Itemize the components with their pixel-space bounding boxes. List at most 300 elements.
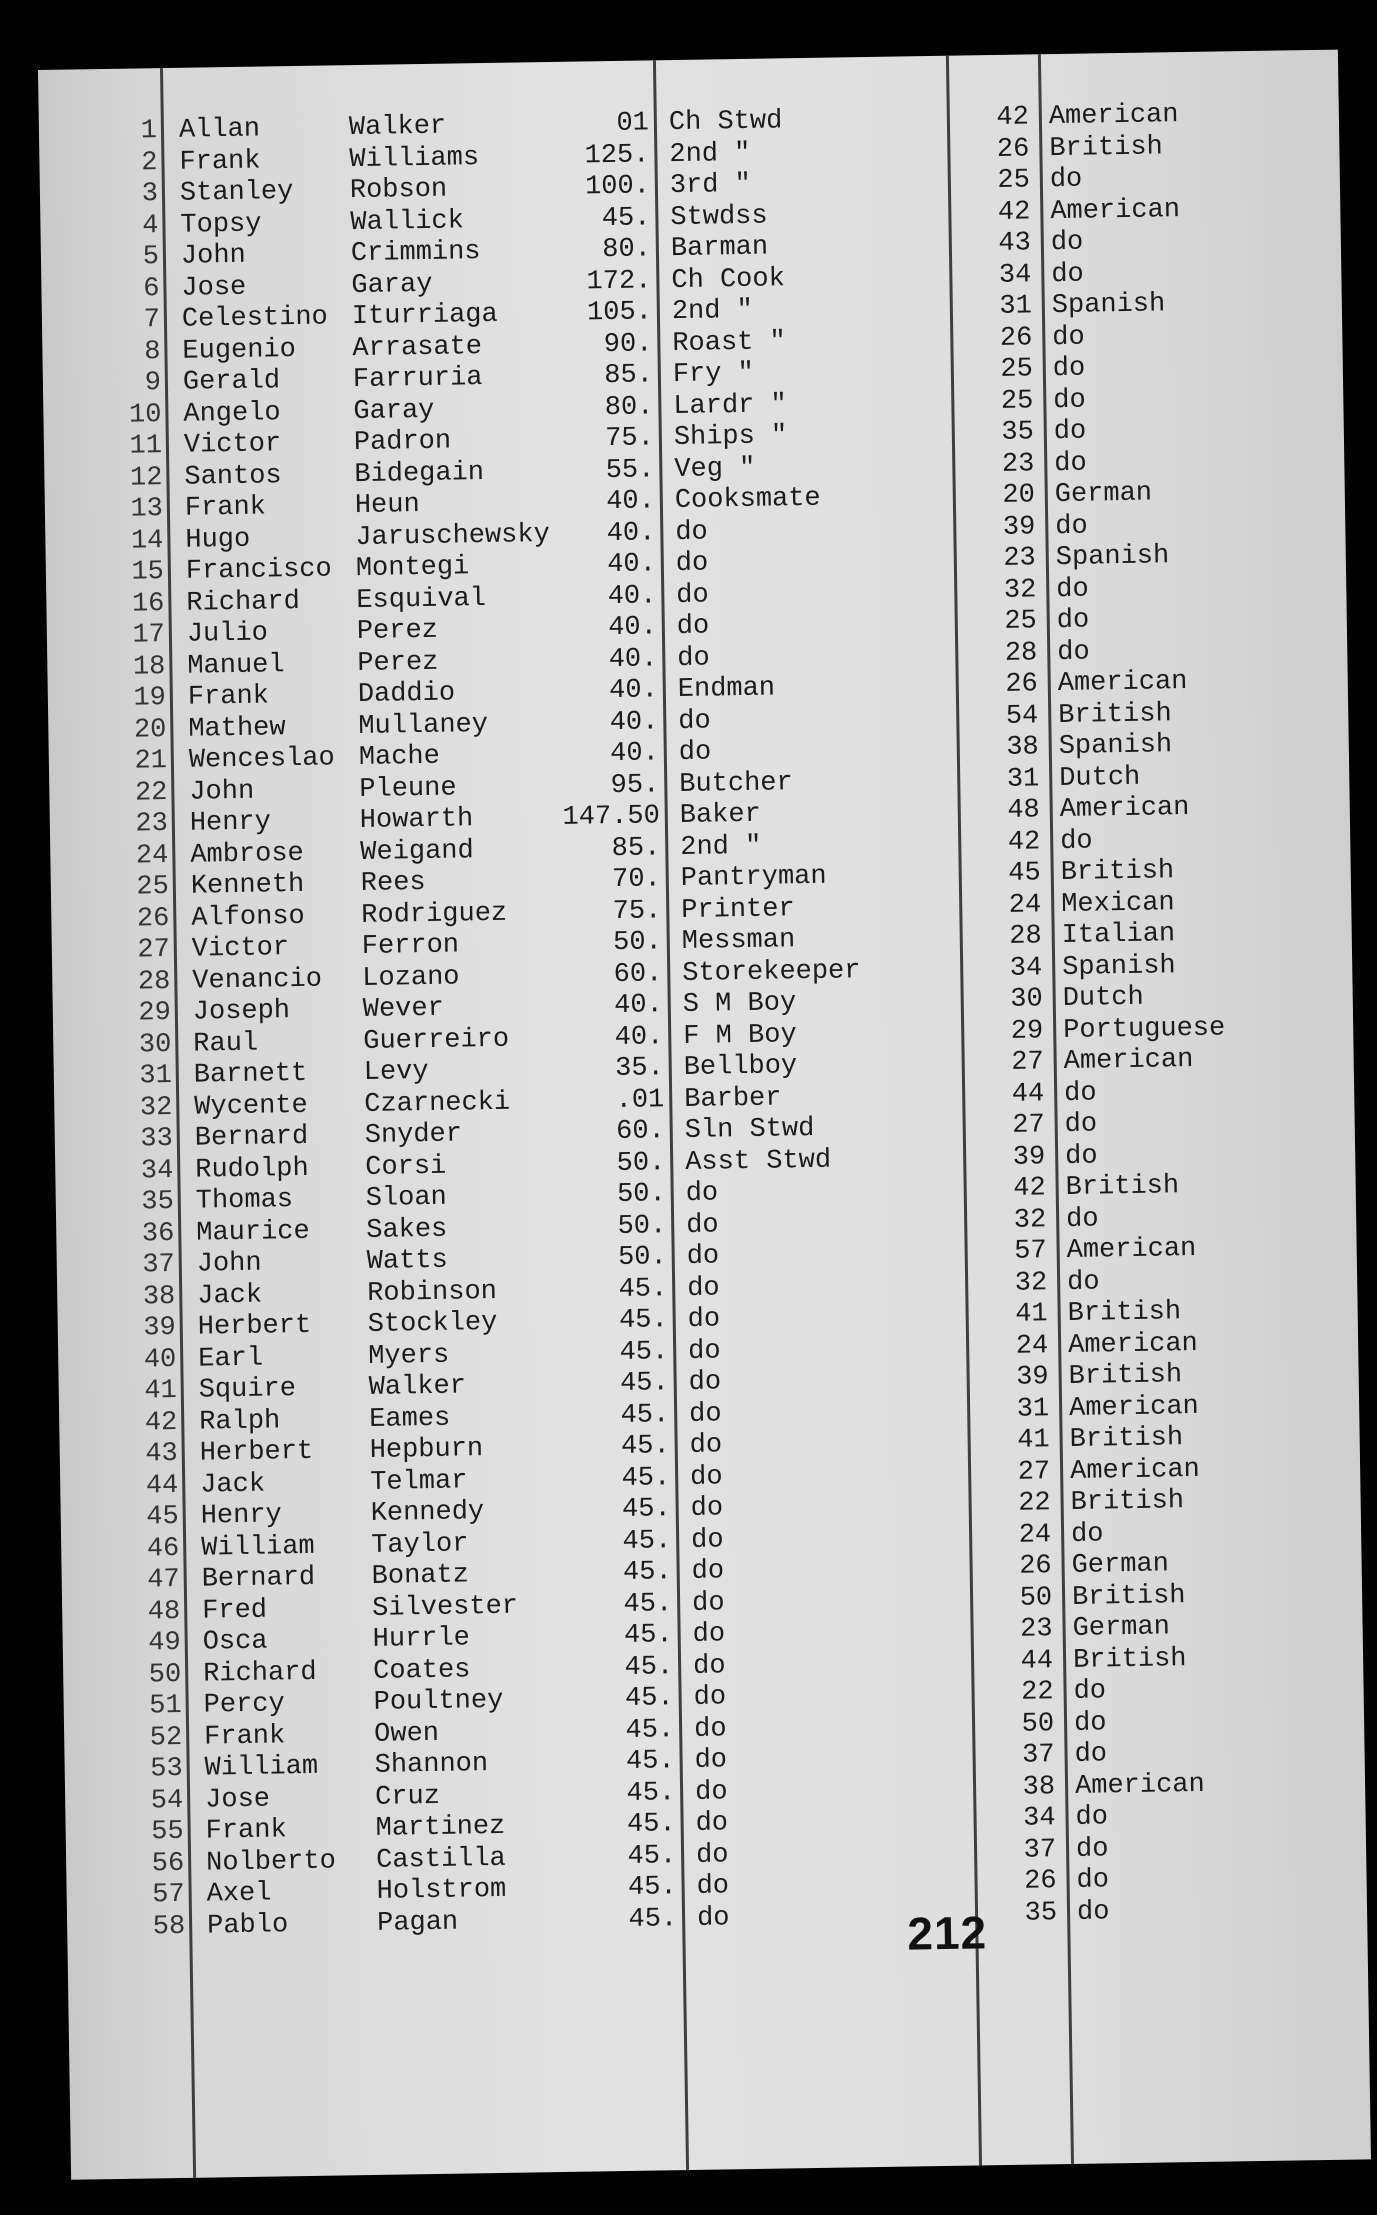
rank-cell: do: [675, 517, 708, 548]
age-cell: 30: [1010, 984, 1043, 1015]
last-name-cell: Williams: [349, 142, 480, 175]
row-number-cell: 26: [136, 903, 170, 935]
row-number-cell: 45: [146, 1501, 179, 1533]
nationality-cell: British: [1070, 1486, 1185, 1518]
age-cell: 44: [1020, 1645, 1054, 1677]
last-name-cell: Owen: [373, 1718, 440, 1750]
rank-cell: do: [685, 1209, 719, 1241]
age-cell: 39: [1012, 1141, 1046, 1173]
wage-cell: 45.: [619, 1336, 669, 1368]
rank-cell: Bellboy: [683, 1051, 798, 1083]
rank-cell: do: [676, 611, 710, 643]
nationality-cell: Dutch: [1059, 762, 1141, 794]
last-name-cell: Perez: [356, 615, 439, 648]
row-number-cell: 22: [134, 777, 168, 809]
rank-cell: do: [687, 1335, 721, 1367]
first-name-cell: Earl: [198, 1343, 264, 1375]
last-name-cell: Czarnecki: [364, 1087, 511, 1120]
rank-cell: do: [695, 1808, 729, 1839]
last-name-cell: Hurrle: [372, 1623, 471, 1655]
nationality-cell: Dutch: [1062, 982, 1144, 1015]
wage-cell: 45.: [625, 1746, 675, 1777]
first-name-cell: Gerald: [182, 366, 281, 398]
nationality-cell: do: [1063, 1078, 1097, 1109]
wage-cell: 75.: [612, 895, 662, 927]
rank-cell: do: [694, 1776, 728, 1808]
age-cell: 26: [996, 133, 1030, 165]
wage-cell: 01: [616, 108, 650, 139]
last-name-cell: Wever: [362, 993, 445, 1026]
last-name-cell: Walker: [368, 1371, 467, 1403]
wage-cell: 45.: [622, 1557, 672, 1588]
nationality-cell: British: [1069, 1423, 1184, 1455]
rank-cell: F M Boy: [683, 1019, 797, 1052]
first-name-cell: Richard: [202, 1657, 317, 1690]
wage-cell: 45.: [625, 1714, 675, 1746]
rank-cell: Printer: [681, 893, 795, 926]
nationality-cell: do: [1054, 448, 1087, 479]
first-name-cell: Alfonso: [191, 901, 305, 934]
wage-cell: 50.: [616, 1147, 666, 1179]
rank-cell: Pantryman: [680, 861, 827, 895]
wage-cell: 45.: [620, 1399, 670, 1431]
age-cell: 29: [1010, 1015, 1044, 1047]
nationality-cell: British: [1060, 856, 1175, 889]
first-name-cell: Rudolph: [195, 1153, 309, 1186]
row-number-cell: 6: [143, 273, 160, 304]
nationality-cell: German: [1072, 1612, 1171, 1644]
wage-cell: 50.: [612, 927, 663, 959]
age-cell: 25: [1004, 606, 1038, 637]
last-name-cell: Padron: [353, 426, 452, 459]
first-name-cell: Henry: [200, 1500, 282, 1532]
nationality-cell: British: [1049, 131, 1164, 164]
nationality-cell: do: [1060, 826, 1093, 857]
wage-cell: 172.: [586, 265, 652, 297]
last-name-cell: Crimmins: [350, 237, 481, 270]
nationality-cell: do: [1056, 574, 1089, 605]
first-name-cell: Ralph: [199, 1405, 281, 1438]
first-name-cell: Jose: [181, 272, 247, 304]
age-cell: 23: [1003, 543, 1037, 574]
last-name-cell: Rees: [360, 868, 426, 900]
first-name-cell: Bernard: [194, 1121, 309, 1154]
first-name-cell: Allan: [178, 114, 261, 146]
last-name-cell: Howarth: [359, 804, 474, 837]
wage-cell: 60.: [613, 958, 663, 990]
wage-cell: 40.: [613, 990, 664, 1022]
wage-cell: 40.: [608, 675, 659, 707]
nationality-cell: British: [1071, 1580, 1186, 1613]
first-name-cell: Fred: [201, 1595, 268, 1627]
rank-cell: Barber: [684, 1082, 782, 1115]
nationality-cell: American: [1067, 1328, 1199, 1361]
row-number-cell: 31: [139, 1061, 173, 1092]
last-name-cell: Martinez: [375, 1811, 506, 1844]
nationality-cell: do: [1075, 1833, 1109, 1865]
rank-cell: do: [685, 1178, 719, 1209]
row-number-cell: 14: [130, 525, 164, 557]
first-name-cell: Stanley: [179, 177, 294, 209]
last-name-cell: Perez: [357, 647, 439, 679]
last-name-cell: Walker: [348, 111, 447, 144]
nationality-cell: American: [1059, 793, 1190, 826]
row-number-cell: 58: [152, 1911, 186, 1942]
wage-cell: 85.: [604, 360, 654, 392]
age-cell: 57: [1014, 1236, 1047, 1267]
wage-cell: 45.: [621, 1494, 671, 1526]
first-name-cell: Frank: [179, 146, 261, 178]
last-name-cell: Robinson: [367, 1276, 498, 1309]
age-cell: 31: [1016, 1393, 1050, 1425]
last-name-cell: Bidegain: [354, 457, 485, 490]
first-name-cell: Hugo: [185, 524, 251, 556]
wage-cell: 85.: [611, 832, 661, 864]
rank-cell: 2nd ": [669, 138, 751, 170]
wage-cell: 75.: [605, 423, 655, 455]
nationality-cell: do: [1074, 1739, 1108, 1770]
first-name-cell: Jose: [204, 1784, 271, 1816]
last-name-cell: Poultney: [373, 1685, 504, 1718]
last-name-cell: Lozano: [362, 961, 460, 994]
age-cell: 39: [1016, 1362, 1049, 1393]
row-number-cell: 38: [142, 1281, 176, 1313]
nationality-cell: do: [1065, 1203, 1099, 1235]
last-name-cell: Mullaney: [358, 709, 489, 742]
rank-cell: do: [692, 1619, 726, 1650]
age-cell: 43: [998, 228, 1032, 259]
wage-cell: 45.: [627, 1840, 677, 1872]
first-name-cell: Maurice: [196, 1216, 310, 1249]
nationality-cell: German: [1071, 1549, 1170, 1581]
age-cell: 26: [1023, 1866, 1057, 1897]
rank-cell: Ch Stwd: [668, 106, 783, 139]
nationality-cell: American: [1050, 194, 1181, 227]
last-name-cell: Pleune: [359, 773, 457, 805]
first-name-cell: William: [204, 1751, 319, 1784]
age-cell: 28: [1004, 637, 1038, 669]
age-cell: 45: [1008, 858, 1041, 889]
document-page: [38, 50, 1371, 2180]
row-number-cell: 17: [132, 620, 166, 651]
nationality-cell: British: [1072, 1643, 1187, 1676]
rank-cell: do: [688, 1398, 722, 1430]
age-cell: 20: [1002, 480, 1036, 511]
row-number-cell: 56: [151, 1848, 185, 1879]
age-cell: 24: [1008, 889, 1042, 921]
nationality-cell: German: [1054, 478, 1153, 511]
rank-cell: do: [678, 737, 712, 769]
row-number-cell: 13: [130, 494, 164, 525]
row-number-cell: 23: [135, 809, 169, 840]
row-number-cell: 43: [145, 1438, 178, 1470]
row-number-cell: 47: [147, 1564, 180, 1596]
row-number-cell: 20: [133, 714, 167, 746]
nationality-cell: British: [1068, 1360, 1183, 1392]
last-name-cell: Farruria: [352, 363, 483, 396]
age-cell: 27: [1011, 1047, 1044, 1078]
first-name-cell: Nolberto: [205, 1846, 337, 1879]
row-number-cell: 57: [152, 1879, 185, 1911]
nationality-cell: do: [1051, 259, 1084, 290]
wage-cell: 40.: [614, 1021, 664, 1053]
wage-cell: 45.: [628, 1903, 678, 1935]
rank-cell: do: [687, 1304, 721, 1335]
age-cell: 22: [1020, 1677, 1054, 1708]
age-cell: 48: [1007, 795, 1040, 826]
nationality-cell: do: [1057, 637, 1090, 668]
wage-cell: 45.: [618, 1305, 668, 1337]
first-name-cell: Francisco: [185, 554, 332, 587]
last-name-cell: Mache: [358, 741, 441, 774]
last-name-cell: Shannon: [374, 1749, 489, 1781]
row-number-cell: 44: [145, 1470, 179, 1501]
nationality-cell: do: [1052, 322, 1085, 353]
rank-cell: 2nd ": [680, 831, 762, 863]
row-number-cell: 33: [140, 1124, 174, 1155]
row-number-cell: 52: [149, 1722, 183, 1753]
row-number-cell: 29: [138, 998, 172, 1029]
rank-cell: do: [690, 1524, 724, 1556]
last-name-cell: Silvester: [371, 1591, 519, 1624]
age-cell: 31: [999, 291, 1033, 322]
nationality-cell: American: [1069, 1454, 1200, 1487]
rank-cell: do: [688, 1367, 722, 1398]
wage-cell: .01: [615, 1084, 665, 1116]
age-cell: 42: [1013, 1173, 1046, 1204]
rank-cell: do: [676, 580, 709, 611]
last-name-cell: Cruz: [374, 1781, 441, 1813]
last-name-cell: Myers: [368, 1340, 450, 1372]
nationality-cell: do: [1075, 1802, 1109, 1833]
row-number-cell: 5: [142, 242, 160, 273]
row-number-cell: 7: [143, 305, 161, 336]
age-cell: 41: [1015, 1299, 1048, 1330]
last-name-cell: Hepburn: [369, 1434, 484, 1466]
nationality-cell: do: [1053, 416, 1087, 448]
age-cell: 34: [998, 259, 1032, 291]
first-name-cell: Herbert: [199, 1436, 314, 1469]
row-number-cell: 30: [138, 1029, 172, 1061]
first-name-cell: Eugenio: [182, 334, 297, 367]
age-cell: 32: [1013, 1204, 1047, 1236]
wage-cell: 35.: [614, 1053, 664, 1085]
first-name-cell: Kenneth: [190, 869, 305, 902]
age-cell: 42: [996, 102, 1030, 133]
last-name-cell: Stockley: [367, 1307, 498, 1340]
wage-cell: 45.: [624, 1683, 674, 1714]
row-number-cell: 34: [140, 1155, 174, 1187]
first-name-cell: Santos: [184, 460, 282, 493]
row-number-cell: 41: [144, 1375, 178, 1407]
rank-cell: Stwdss: [670, 201, 768, 233]
age-cell: 44: [1011, 1078, 1045, 1110]
age-cell: 25: [1000, 354, 1034, 385]
row-number-cell: 53: [150, 1753, 183, 1785]
last-name-cell: Daddio: [357, 678, 456, 711]
first-name-cell: Frank: [205, 1815, 287, 1847]
age-cell: 23: [1019, 1614, 1053, 1645]
first-name-cell: Wenceslao: [188, 743, 335, 776]
nationality-cell: American: [1066, 1233, 1197, 1266]
rank-cell: 2nd ": [671, 295, 754, 328]
first-name-cell: Henry: [189, 807, 272, 839]
age-cell: 34: [1009, 952, 1043, 984]
last-name-cell: Snyder: [364, 1119, 463, 1151]
first-name-cell: Frank: [187, 681, 270, 713]
last-name-cell: Robson: [349, 174, 448, 207]
age-cell: 35: [1024, 1897, 1058, 1929]
first-name-cell: Wycente: [194, 1090, 308, 1123]
row-number-cell: 46: [146, 1533, 180, 1564]
wage-cell: 50.: [617, 1210, 667, 1242]
wage-cell: 147.50: [562, 801, 661, 833]
age-cell: 50: [1019, 1582, 1053, 1614]
row-number-cell: 49: [148, 1627, 181, 1659]
last-name-cell: Weigand: [360, 835, 474, 868]
nationality-cell: Spanish: [1051, 289, 1166, 322]
rank-cell: do: [675, 548, 709, 580]
age-cell: 38: [1006, 732, 1039, 763]
wage-cell: 45.: [627, 1872, 677, 1903]
rank-cell: do: [693, 1713, 727, 1745]
age-cell: 25: [997, 165, 1031, 196]
nationality-cell: do: [1076, 1896, 1110, 1928]
first-name-cell: Victor: [183, 429, 282, 461]
row-number-cell: 21: [134, 746, 168, 777]
first-name-cell: Manuel: [187, 649, 285, 682]
first-name-cell: Herbert: [197, 1310, 312, 1343]
age-cell: 24: [1018, 1519, 1052, 1551]
crew-list: [39, 98, 1368, 1945]
nationality-cell: American: [1068, 1391, 1199, 1424]
rank-cell: do: [689, 1461, 723, 1493]
last-name-cell: Corsi: [365, 1151, 447, 1183]
wage-cell: 40.: [607, 580, 657, 612]
first-name-cell: John: [196, 1248, 262, 1280]
rank-cell: Cooksmate: [674, 483, 821, 517]
age-cell: 39: [1002, 511, 1036, 543]
rank-cell: do: [696, 1871, 730, 1902]
rank-cell: Messman: [681, 925, 796, 957]
last-name-cell: Coates: [372, 1654, 471, 1687]
last-name-cell: Wallick: [350, 205, 465, 238]
wage-cell: 80.: [604, 391, 654, 423]
age-cell: 27: [1017, 1456, 1051, 1488]
last-name-cell: Kennedy: [370, 1497, 485, 1529]
wage-cell: 45.: [619, 1368, 669, 1400]
age-cell: 27: [1012, 1110, 1045, 1141]
row-number-cell: 36: [141, 1218, 175, 1250]
age-cell: 42: [1007, 826, 1041, 858]
wage-cell: 40.: [609, 738, 660, 770]
age-cell: 35: [1001, 417, 1035, 448]
age-cell: 38: [1022, 1771, 1056, 1803]
last-name-cell: Watts: [366, 1245, 449, 1277]
row-number-cell: 1: [140, 116, 158, 147]
nationality-cell: do: [1076, 1865, 1110, 1896]
nationality-cell: American: [1074, 1769, 1205, 1802]
nationality-cell: American: [1057, 667, 1188, 700]
row-number-cell: 27: [137, 935, 171, 966]
age-cell: 32: [1003, 574, 1037, 606]
first-name-cell: Barnett: [193, 1058, 308, 1091]
row-number-cell: 9: [144, 368, 162, 399]
age-cell: 37: [1021, 1740, 1055, 1771]
first-name-cell: Jack: [200, 1469, 266, 1501]
rank-cell: do: [677, 643, 710, 674]
rank-cell: Sln Stwd: [684, 1113, 815, 1146]
rank-cell: Roast ": [672, 326, 787, 359]
rank-cell: Baker: [679, 799, 762, 832]
nationality-cell: Spanish: [1061, 950, 1176, 983]
age-cell: 42: [997, 196, 1031, 228]
rank-cell: Butcher: [679, 767, 793, 800]
wage-cell: 95.: [610, 769, 660, 801]
age-cell: 24: [1015, 1330, 1049, 1362]
wage-cell: 50.: [616, 1179, 666, 1211]
first-name-cell: Bernard: [201, 1562, 316, 1595]
nationality-cell: do: [1070, 1518, 1104, 1550]
row-number-cell: 55: [151, 1816, 184, 1848]
age-cell: 37: [1023, 1834, 1057, 1866]
row-number-cell: 51: [149, 1690, 182, 1722]
nationality-cell: British: [1067, 1297, 1182, 1329]
last-name-cell: Sakes: [366, 1214, 448, 1246]
row-number-cell: 50: [148, 1659, 182, 1690]
wage-cell: 105.: [586, 297, 653, 329]
nationality-cell: do: [1052, 353, 1086, 385]
age-cell: 26: [1005, 669, 1039, 700]
nationality-cell: British: [1058, 698, 1172, 731]
nationality-cell: do: [1055, 511, 1088, 542]
last-name-cell: Castilla: [375, 1843, 507, 1876]
rank-cell: do: [694, 1745, 728, 1776]
first-name-cell: Julio: [186, 618, 269, 650]
nationality-cell: do: [1064, 1109, 1098, 1141]
wage-cell: 40.: [606, 486, 656, 518]
last-name-cell: Taylor: [370, 1528, 469, 1561]
rank-cell: Ships ": [673, 421, 788, 454]
row-number-cell: 19: [133, 683, 167, 714]
last-name-cell: Eames: [369, 1403, 451, 1435]
first-name-cell: John: [189, 776, 255, 808]
rank-cell: Lardr ": [673, 389, 788, 422]
nationality-cell: Spanish: [1055, 541, 1170, 574]
row-number-cell: 28: [137, 966, 171, 998]
last-name-cell: Rodriguez: [361, 898, 508, 931]
nationality-cell: British: [1065, 1171, 1180, 1203]
row-number-cell: 3: [141, 179, 159, 210]
row-number-cell: 54: [150, 1785, 184, 1816]
first-name-cell: Percy: [203, 1689, 285, 1721]
first-name-cell: Celestino: [181, 302, 328, 335]
last-name-cell: Holstrom: [376, 1874, 507, 1907]
last-name-cell: Pagan: [376, 1907, 459, 1939]
wage-cell: 45.: [601, 202, 651, 234]
wage-cell: 50.: [617, 1242, 667, 1274]
nationality-cell: do: [1073, 1707, 1107, 1739]
nationality-cell: do: [1066, 1266, 1100, 1298]
nationality-cell: Italian: [1061, 919, 1176, 952]
last-name-cell: Montegi: [355, 552, 470, 585]
rank-cell: do: [693, 1682, 727, 1713]
rank-cell: 3rd ": [669, 169, 752, 202]
rank-cell: do: [690, 1493, 724, 1524]
nationality-cell: American: [1063, 1044, 1194, 1078]
row-number-cell: 10: [128, 399, 162, 431]
age-cell: 34: [1022, 1803, 1056, 1834]
